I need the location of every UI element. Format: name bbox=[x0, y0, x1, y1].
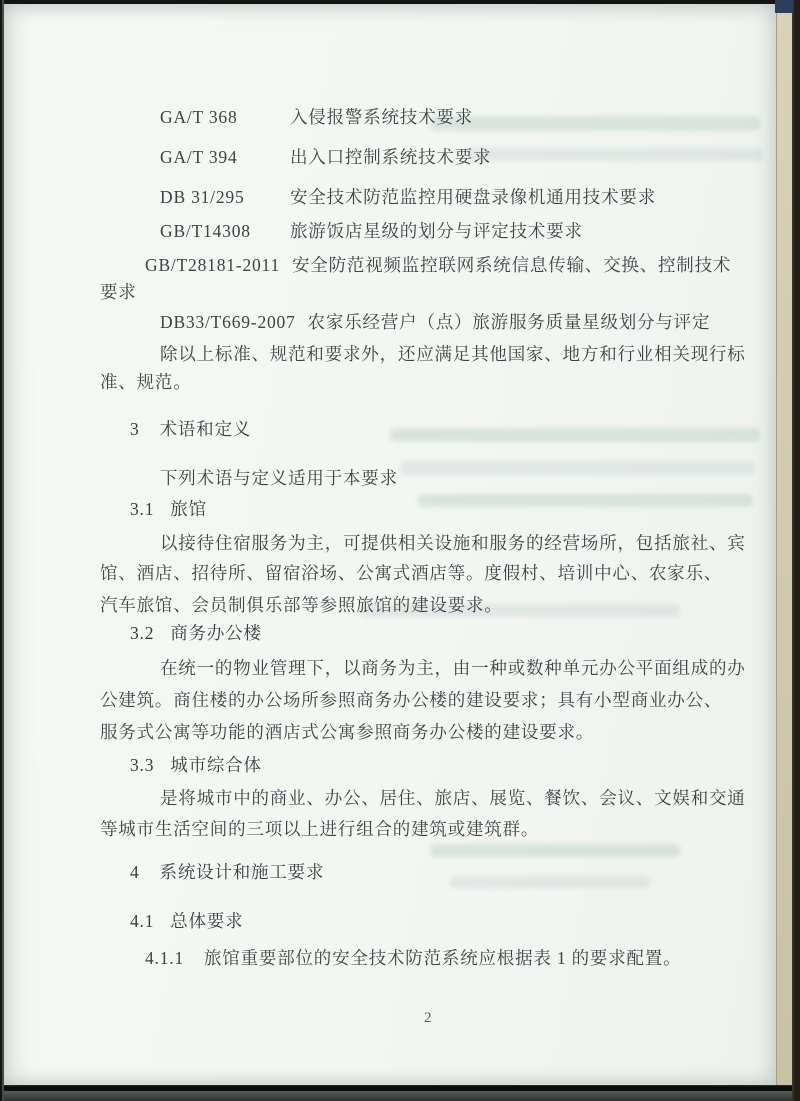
section-number: 3 bbox=[130, 419, 140, 439]
body-line: 公建筑。商住楼的办公场所参照商务办公楼的建设要求；具有小型商业办公、 bbox=[100, 690, 723, 710]
reference-title: 出入口控制系统技术要求 bbox=[290, 147, 492, 167]
scan-edge-right bbox=[792, 0, 800, 1101]
scan-edge-bottom bbox=[0, 1091, 792, 1101]
reference-entry bbox=[160, 145, 491, 169]
reference-entry bbox=[160, 105, 473, 129]
body-line: 在统一的物业管理下，以商务为主，由一种或数种单元办公平面组成的办 bbox=[160, 658, 746, 678]
bleedthrough-mark bbox=[430, 844, 680, 857]
reference-title-continuation: 要求 bbox=[100, 282, 137, 302]
body-line: 服务式公寓等功能的酒店式公寓参照商务办公楼的建设要求。 bbox=[100, 722, 595, 742]
body-line: 是将城市中的商业、办公、居住、旅店、展览、餐饮、会议、文娱和交通 bbox=[160, 788, 746, 808]
section-3-heading bbox=[130, 417, 251, 441]
subsection-3-3-heading bbox=[130, 753, 262, 777]
section-title: 术语和定义 bbox=[159, 419, 252, 439]
subsection-title: 旅馆 bbox=[170, 499, 207, 519]
reference-title: 农家乐经营户（点）旅游服务质量星级划分与评定 bbox=[307, 312, 711, 332]
subsection-number: 3.3 bbox=[130, 755, 155, 775]
page-number: 2 bbox=[424, 1010, 432, 1026]
subsection-title: 城市综合体 bbox=[170, 755, 262, 775]
subsection-number: 4.1 bbox=[130, 911, 155, 931]
bleedthrough-mark bbox=[390, 428, 760, 442]
bleedthrough-mark bbox=[418, 494, 753, 507]
book-binding-edge bbox=[776, 0, 793, 1101]
reference-code: GB/T14308 bbox=[160, 221, 251, 241]
section-4-heading bbox=[130, 860, 324, 884]
body-line: 汽车旅馆、会员制俱乐部等参照旅馆的建设要求。 bbox=[100, 595, 503, 615]
reference-title: 入侵报警系统技术要求 bbox=[290, 107, 473, 127]
bleedthrough-mark bbox=[450, 876, 650, 888]
body-line: 以接待住宿服务为主，可提供相关设施和服务的经营场所，包括旅社、宾 bbox=[160, 533, 746, 553]
section-number: 4 bbox=[130, 862, 140, 882]
clause-text: 旅馆重要部位的安全技术防范系统应根据表 1 的要求配置。 bbox=[204, 948, 682, 968]
reference-entry bbox=[160, 219, 583, 243]
note-paragraph-line: 除以上标准、规范和要求外，还应满足其他国家、地方和行业相关现行标 bbox=[160, 344, 746, 364]
scan-edge-top bbox=[0, 0, 800, 4]
subsection-3-2-heading bbox=[130, 621, 262, 645]
bleedthrough-mark bbox=[400, 461, 755, 475]
reference-code: DB 31/295 bbox=[160, 187, 245, 207]
reference-title: 安全防范视频监控联网系统信息传输、交换、控制技术 bbox=[292, 255, 732, 275]
scan-corner-artifact bbox=[775, 0, 793, 13]
clause-number: 4.1.1 bbox=[145, 948, 184, 968]
reference-code: GB/T28181-2011 bbox=[145, 255, 280, 275]
subsection-title: 商务办公楼 bbox=[170, 623, 262, 643]
reference-entry bbox=[160, 185, 656, 209]
bleedthrough-mark bbox=[430, 116, 760, 131]
subsection-number: 3.1 bbox=[130, 499, 155, 519]
clause-4-1-1 bbox=[145, 946, 681, 970]
reference-entry bbox=[160, 310, 710, 334]
body-line: 等城市生活空间的三项以上进行组合的建筑或建筑群。 bbox=[100, 819, 540, 839]
body-line: 馆、酒店、招待所、留宿浴场、公寓式酒店等。度假村、培训中心、农家乐、 bbox=[100, 563, 723, 583]
subsection-4-1-heading bbox=[130, 909, 243, 933]
section-title: 系统设计和施工要求 bbox=[159, 862, 325, 882]
bleedthrough-mark bbox=[468, 148, 763, 161]
reference-title: 安全技术防范监控用硬盘录像机通用技术要求 bbox=[290, 187, 656, 207]
section-3-intro: 下列术语与定义适用于本要求 bbox=[160, 468, 398, 488]
note-paragraph-line: 准、规范。 bbox=[100, 372, 192, 392]
scan-edge-left bbox=[0, 0, 4, 1101]
reference-code: GA/T 368 bbox=[160, 107, 238, 127]
reference-title: 旅游饭店星级的划分与评定技术要求 bbox=[290, 221, 583, 241]
reference-code: DB33/T669-2007 bbox=[160, 312, 296, 332]
subsection-3-1-heading bbox=[130, 497, 207, 521]
subsection-number: 3.2 bbox=[130, 623, 155, 643]
reference-code: GA/T 394 bbox=[160, 147, 238, 167]
reference-entry bbox=[145, 253, 731, 277]
subsection-title: 总体要求 bbox=[170, 911, 244, 931]
